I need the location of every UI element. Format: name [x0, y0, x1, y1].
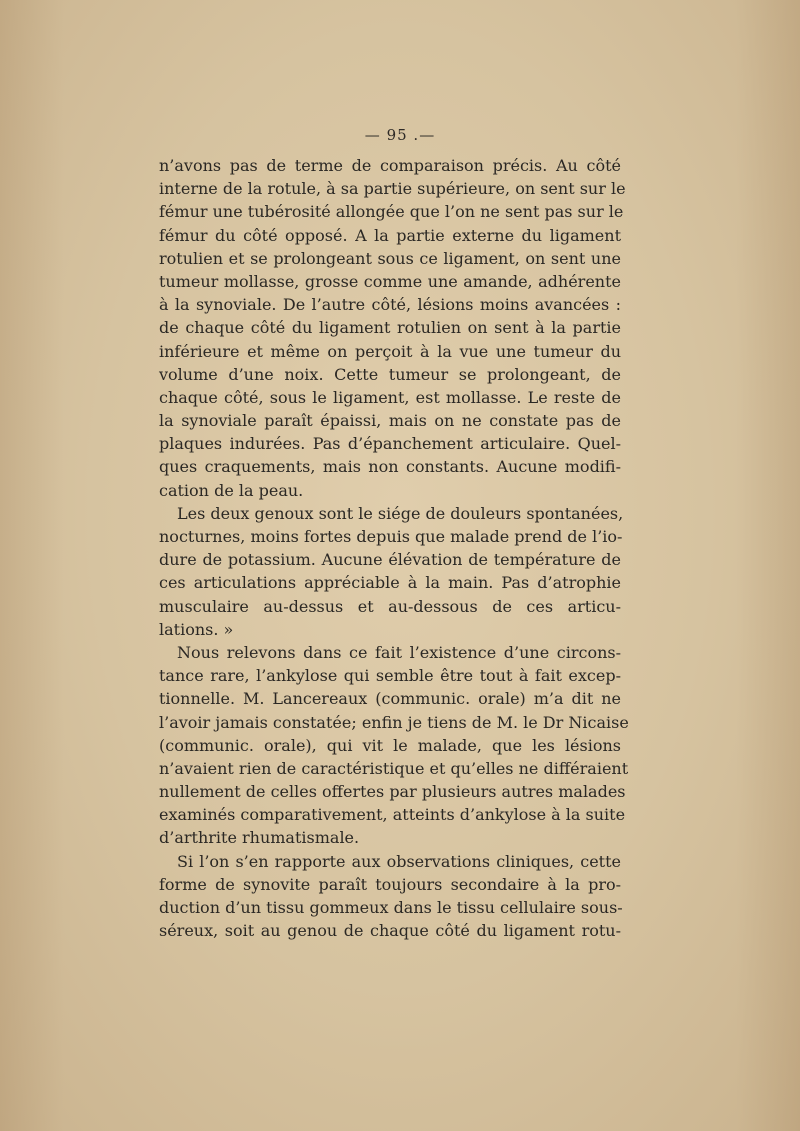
- page-number: — 95 .—: [364, 126, 436, 144]
- text-line: cation de la peau.: [159, 480, 304, 500]
- text-line: de chaque côté du ligament rotulien on sent à la partie: [159, 318, 621, 338]
- text-line: fémur une tubérosité allongée que l’on ne sent pas sur le: [159, 202, 624, 222]
- text-line: Les deux genoux sont le siége de douleurs spontanées,: [177, 503, 624, 523]
- text-line: d’arthrite rhumatismale.: [159, 828, 360, 848]
- text-line: n’avons pas de terme de comparaison précis. Au côté: [159, 156, 621, 175]
- text-line: duction d’un tissu gommeux dans le tissu cellulaire sous-: [159, 898, 623, 917]
- text-line: tionnelle. M. Lancereaux (communic. orale) m’a dit ne: [159, 689, 621, 709]
- text-line: examinés comparativement, atteints d’ankylose à la suite: [159, 805, 626, 825]
- text-line: ces articulations appréciable à la main. Pas d’atrophie: [159, 573, 621, 593]
- text-line: musculaire au-dessus et au-dessous de ces articu-: [159, 596, 621, 616]
- text-line: Nous relevons dans ce fait l’existence d’une circons-: [177, 642, 621, 662]
- text-line: tance rare, l’ankylose qui semble être tout à fait excep-: [159, 666, 621, 686]
- text-line: l’avoir jamais constatée; enfin je tiens de M. le Dr Nicaise: [159, 712, 629, 732]
- text-line: (communic. orale), qui vit le malade, que les lésions: [159, 735, 621, 755]
- text-line: n’avaient rien de caractéristique et qu’elles ne différaient: [159, 758, 629, 778]
- text-line: la synoviale paraît épaissi, mais on ne constate pas de: [159, 411, 621, 431]
- text-line: volume d’une noix. Cette tumeur se prolongeant, de: [159, 364, 621, 384]
- text-line: tumeur mollasse, grosse comme une amande, adhérente: [159, 271, 621, 291]
- text-line: inférieure et même on perçoit à la vue une tumeur du: [159, 341, 621, 361]
- text-line: séreux, soit au genou de chaque côté du ligament rotu-: [159, 921, 621, 941]
- text-line: forme de synovite paraît toujours secondaire à la pro-: [159, 874, 621, 894]
- text-line: interne de la rotule, à sa partie supérieure, on sent sur le: [159, 179, 626, 199]
- text-line: à la synoviale. De l’autre côté, lésions moins avancées :: [159, 295, 621, 315]
- text-line: lations. »: [159, 619, 234, 639]
- text-line: plaques indurées. Pas d’épanchement articulaire. Quel-: [159, 434, 621, 454]
- text-line: nocturnes, moins fortes depuis que malade prend de l’io-: [159, 527, 623, 546]
- text-line: Si l’on s’en rapporte aux observations cliniques, cette: [177, 851, 621, 871]
- text-line: dure de potassium. Aucune élévation de température de: [159, 550, 621, 570]
- text-line: nullement de celles offertes par plusieurs autres malades: [159, 782, 626, 802]
- text-line: chaque côté, sous le ligament, est mollasse. Le reste de: [159, 387, 621, 407]
- text-line: fémur du côté opposé. A la partie externe du ligament: [159, 225, 621, 245]
- body-text: [159, 154, 629, 942]
- text-line: rotulien et se prolongeant sous ce ligament, on sent une: [159, 248, 621, 268]
- text-line: ques craquements, mais non constants. Aucune modifi-: [159, 457, 621, 477]
